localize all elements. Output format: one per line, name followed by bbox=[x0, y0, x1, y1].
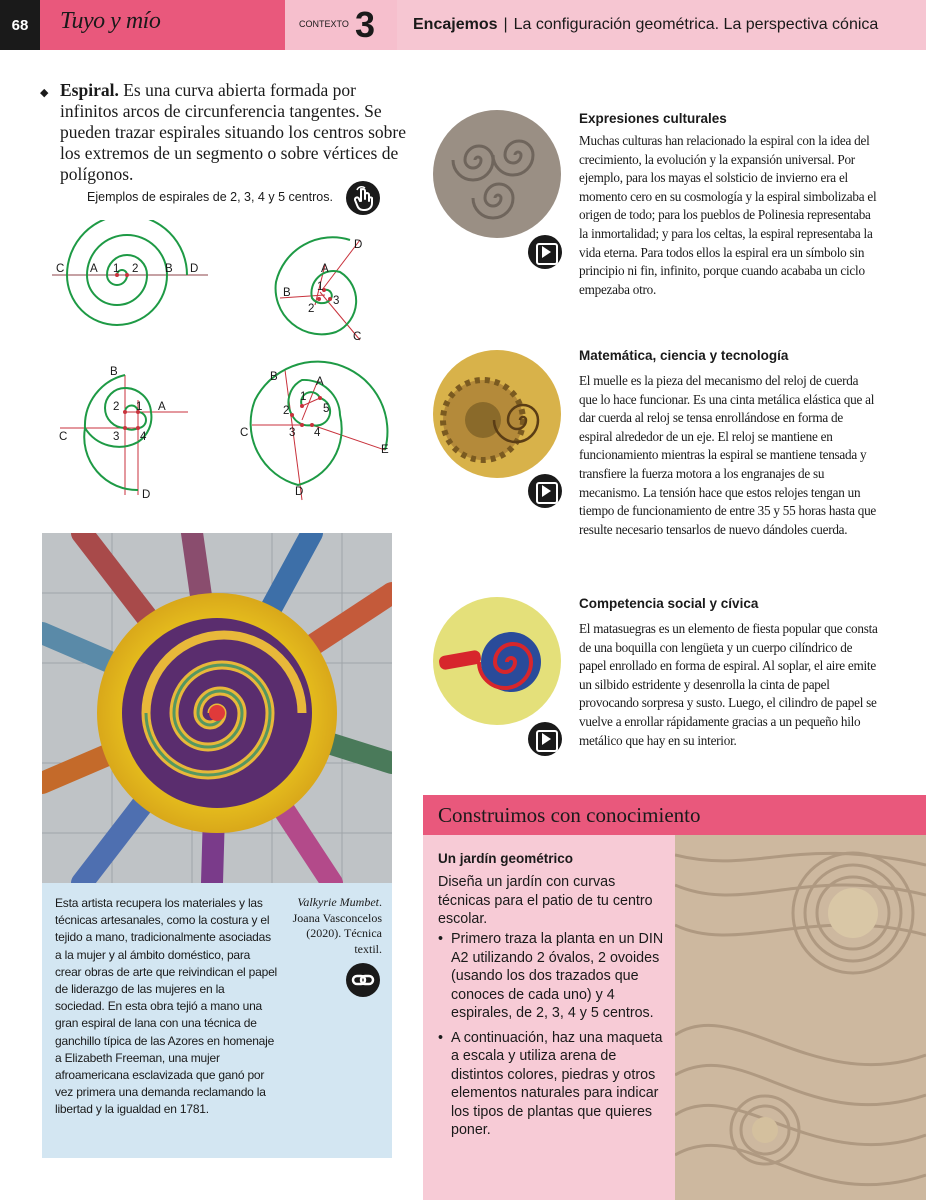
zen-sand-garden-image bbox=[675, 835, 926, 1200]
label: E bbox=[381, 444, 389, 456]
label: 4 bbox=[314, 427, 321, 439]
label: 1 bbox=[300, 391, 307, 403]
label: D bbox=[190, 263, 199, 275]
activity-steps bbox=[438, 930, 668, 1146]
chapter-separator: | bbox=[503, 16, 508, 33]
definition-paragraph bbox=[60, 80, 412, 185]
artwork-title: Valkyrie Mumbet bbox=[297, 895, 379, 909]
label: B bbox=[270, 371, 278, 383]
section-banner bbox=[40, 0, 285, 50]
chapter-heading bbox=[413, 16, 878, 34]
section-title: Tuyo y mío bbox=[60, 8, 161, 34]
label: 3 bbox=[289, 427, 296, 439]
spiral-diagrams bbox=[40, 220, 420, 520]
artwork-credit-rest: . Joana Vasconcelos (2020). Técnica textil. bbox=[292, 895, 382, 956]
spiral-three-centers bbox=[276, 237, 363, 343]
artwork-caption-box bbox=[42, 883, 392, 1158]
celtic-spiral-stone-image bbox=[433, 110, 561, 238]
spiral-four-centers bbox=[59, 366, 188, 501]
card-text: Muchas culturas han relacionado la espiral con la idea del crecimiento, la evolución y la expansión universal. Por ejemplo, para los mayas el solsticio de invierno era el momento cero en su cosmología y la espiral simbolizaba el origen de todo; para los pueblos de Polinesia representaba la inmortalidad; y para los celtas, la espiral representaba la vida eterna. Para todos ellos la espiral era un símbolo sin principio ni fin, infinito, porque cuando acababa un ciclo empezaba otro. bbox=[579, 133, 877, 297]
label: 1 bbox=[113, 263, 120, 275]
card-text: El matasuegras es un elemento de fiesta popular que consta de una boquilla con lengüeta y un cuerpo cilíndrico de papel enrollado en forma de espiral. Al soplar, el aire emite un silbido estridente y desenrolla la cinta de papel provocando sorpresa y susto. Luego, el cilindro de papel se vuelve a enrollar rápidamente gracias a un pequeño hilo metálico que hay en su interior. bbox=[579, 621, 878, 748]
list-item: • Primero traza la planta en un DIN A2 utilizando 2 óvalos, 2 ovoides (usando los dos trazados que conoces de cada uno) y 4 espirales, de 2, 3, 4 y 5 centros. bbox=[438, 930, 668, 1023]
spiral-definition bbox=[40, 80, 412, 185]
label: C bbox=[56, 263, 65, 275]
card-title: Expresiones culturales bbox=[579, 111, 727, 126]
construimos-header bbox=[423, 795, 926, 835]
chapter-subtitle: La configuración geométrica. La perspectiva cónica bbox=[513, 16, 879, 33]
construimos-box bbox=[423, 795, 926, 1200]
label: B bbox=[110, 366, 118, 378]
card-title: Competencia social y cívica bbox=[579, 596, 759, 611]
label: A bbox=[158, 401, 166, 413]
label: C bbox=[59, 431, 68, 443]
examples-caption: Ejemplos de espirales de 2, 3, 4 y 5 centros. bbox=[87, 190, 333, 204]
list-item: • A continuación, haz una maqueta a escala y utiliza arena de distintos colores, piedras y otros elementos naturales para indicar los tipos de plantas que quieres poner. bbox=[438, 1029, 668, 1140]
play-video-icon[interactable] bbox=[528, 235, 562, 269]
definition-term: Espiral. bbox=[60, 80, 119, 100]
play-video-icon[interactable] bbox=[528, 722, 562, 756]
label: D bbox=[295, 486, 304, 498]
card-title: Matemática, ciencia y tecnología bbox=[579, 348, 789, 363]
label: C bbox=[240, 427, 249, 439]
label: 2 bbox=[132, 263, 139, 275]
chapter-title: Encajemos bbox=[413, 16, 498, 33]
artwork-photo bbox=[42, 533, 392, 883]
party-blower-image bbox=[433, 597, 561, 725]
label: A bbox=[90, 263, 98, 275]
activity-intro: Diseña un jardín con curvas técnicas para el patio de tu centro escolar. bbox=[438, 874, 653, 927]
label: D bbox=[142, 489, 151, 501]
label: 1 bbox=[136, 401, 143, 413]
label: 4 bbox=[140, 431, 147, 443]
label: 2 bbox=[308, 303, 315, 315]
watch-spring-gears-image bbox=[433, 350, 561, 478]
label: 3 bbox=[113, 431, 120, 443]
context-number: 3 bbox=[355, 4, 376, 45]
label: 1 bbox=[317, 281, 324, 293]
label: 5 bbox=[323, 403, 330, 415]
context-label: CONTEXTO bbox=[299, 19, 349, 29]
artwork-credit bbox=[286, 895, 382, 957]
chapter-banner bbox=[397, 0, 926, 50]
definition-text: Es una curva abierta formada por infinitos arcos de circunferencia tangentes. Se pueden trazar espirales situando los centros sobre los extremos de un segmento o sobre vértices de polígonos. bbox=[60, 80, 406, 184]
label: 3 bbox=[333, 295, 340, 307]
construimos-title: Construimos con conocimiento bbox=[438, 803, 701, 827]
page-header bbox=[0, 0, 926, 50]
label: 2 bbox=[283, 405, 290, 417]
spiral-two-centers bbox=[52, 220, 208, 325]
link-icon[interactable] bbox=[346, 963, 380, 997]
construimos-body bbox=[423, 835, 675, 1200]
diamond-bullet-icon: ◆ bbox=[40, 87, 49, 99]
play-video-icon[interactable] bbox=[528, 474, 562, 508]
label: B bbox=[283, 287, 291, 299]
spiral-five-centers bbox=[240, 362, 389, 500]
label: A bbox=[316, 376, 324, 388]
label: B bbox=[165, 263, 173, 275]
label: A bbox=[321, 263, 329, 275]
card-text: El muelle es la pieza del mecanismo del reloj de cuerda que lo hace funcionar. Es una cinta metálica elástica que al dar cuerda al reloj se tensa enrollándose en forma de espiral alrededor de un eje. El reloj se mantiene en funcionamiento mientras la espiral se mantiene tensada y transfiere la fuerza motora a los engranajes de su mecanismo. La tensión hace que estos relojes tengan un tiempo de funcionamiento de entre 35 y 55 horas hasta que resulte necesario tensarlos de nuevo dándoles cuerda. bbox=[579, 373, 877, 537]
label: C bbox=[353, 331, 362, 343]
page-number: 68 bbox=[0, 0, 40, 50]
context-banner bbox=[285, 0, 397, 50]
label: D bbox=[354, 239, 363, 251]
activity-title: Un jardín geométrico bbox=[438, 851, 574, 866]
artwork-caption: Esta artista recupera los materiales y las técnicas artesanales, como la costura y el tejido a mano, tradicionalmente asociadas a la mujer y al ámbito doméstico, para crear obras de arte que reivindican el papel de liderazgo de las mujeres en la sociedad. En esta obra tejió a mano una gran espiral de lana con una técnica de ganchillo típica de las Azores en homenaje a Elizabeth Freeman, una mujer afroamericana esclavizada que ganó por vez primera una demanda reclamando la libertad y la igualdad en 1781. bbox=[55, 896, 278, 1117]
label: 2 bbox=[113, 401, 120, 413]
hand-touch-icon[interactable] bbox=[346, 181, 380, 215]
